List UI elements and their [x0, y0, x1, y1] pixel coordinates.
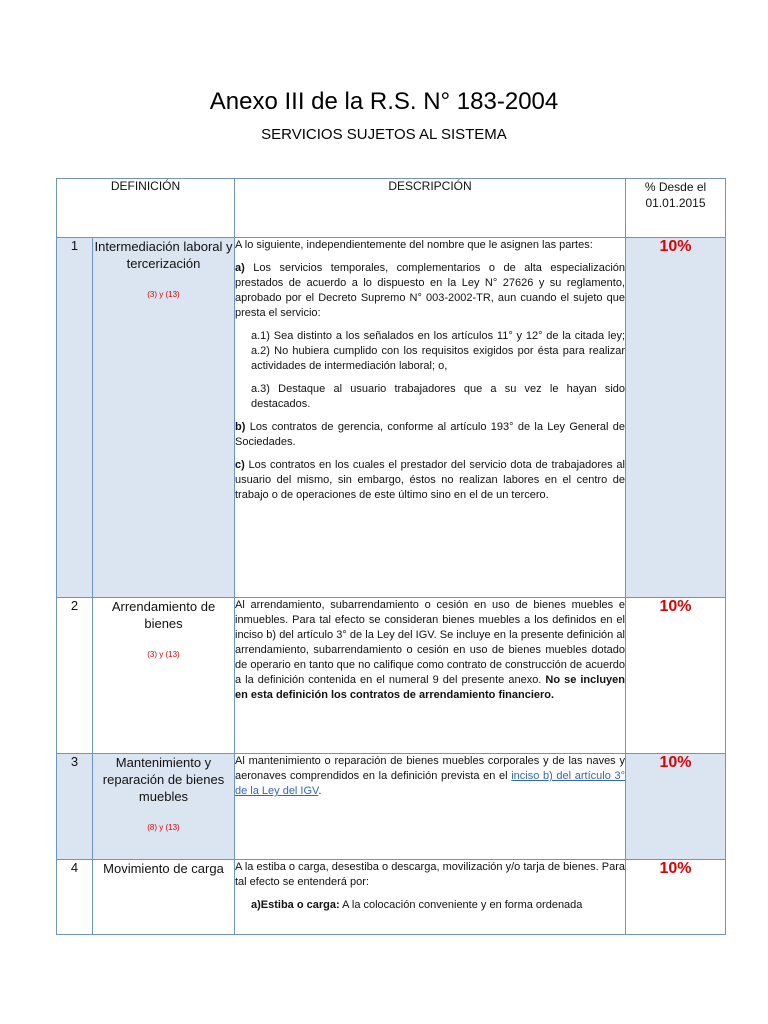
table-row [57, 238, 726, 598]
table-row [57, 598, 726, 754]
reference-note: (3) y (13) [147, 290, 180, 299]
desc-item-a [251, 898, 625, 913]
item-label: a) [235, 262, 245, 274]
definicion-text: Movimiento de carga [103, 861, 224, 876]
desc-text [235, 598, 625, 703]
desc-item-b [235, 420, 625, 450]
row-definicion [93, 754, 235, 860]
desc-item-c [235, 458, 625, 503]
row-definicion [93, 238, 235, 598]
definicion-text: Arrendamiento de bienes [111, 599, 216, 631]
desc-text [235, 754, 625, 799]
header-definicion: DEFINICIÓN [57, 179, 235, 238]
table-row [57, 754, 726, 860]
document-title: Anexo III de la R.S. N° 183-2004 [209, 88, 559, 115]
row-percentage: 10% [626, 238, 726, 598]
desc-body: Al arrendamiento, subarrendamiento o cesión en uso de bienes muebles e inmuebles. Para tal efecto se consideran bienes muebles a los definidos en el inciso b) del artículo 3° de la Ley del IGV. Se incluye en la presente definición al arrendamiento, subarrendamiento o cesión en uso de bienes muebles dotado de operario en tanto que no califique como contrato de construcción de acuerdo a la definición contenida en el numeral 9 del presente anexo. [235, 599, 625, 686]
desc-end: . [318, 785, 322, 797]
item-text: A la colocación conveniente y en forma ordenada [339, 899, 583, 911]
reference-note: (3) y (13) [147, 650, 180, 659]
row-definicion [93, 860, 235, 935]
services-table [56, 178, 726, 935]
law-link[interactable]: inciso b) del artículo 3° de la Ley del IGV [235, 770, 625, 797]
definicion-text: Mantenimiento y reparación de bienes muebles [102, 755, 225, 804]
item-text: Los contratos en los cuales el prestador del servicio dota de trabajadores al usuario del mismo, sin embargo, éstos no realizan labores en el centro de trabajo o de operaciones de este último sino en el de un tercero. [235, 459, 625, 501]
row-number: 4 [57, 860, 93, 935]
document-subtitle: SERVICIOS SUJETOS AL SISTEMA [261, 126, 507, 143]
desc-text: A la estiba o carga, desestiba o descarga, movilización y/o tarja de bienes. Para tal efecto se entenderá por: [235, 861, 625, 888]
row-percentage: 10% [626, 860, 726, 935]
row-number: 3 [57, 754, 93, 860]
desc-clip [235, 860, 625, 934]
item-text: Los contratos de gerencia, conforme al artículo 193° de la Ley General de Sociedades. [235, 421, 625, 448]
header-porcentaje [626, 179, 726, 238]
item-label: b) [235, 421, 246, 433]
row-descripcion [235, 598, 626, 754]
row-definicion [93, 598, 235, 754]
desc-bold: No se incluyen en esta definición los contratos de arrendamiento financiero. [235, 674, 625, 701]
header-pct-line1: % Desde el [644, 180, 707, 194]
desc-item-a [235, 261, 625, 321]
row-percentage: 10% [626, 598, 726, 754]
row-number: 1 [57, 238, 93, 598]
desc-item-a1: a.1) Sea distinto a los señalados en los artículos 11° y 12° de la citada ley; a.2) No hubiera cumplido con los requisitos exigidos por ésta para realizar actividades de intermediación laboral; o, [251, 330, 625, 372]
row-number: 2 [57, 598, 93, 754]
header-descripcion: DESCRIPCIÓN [235, 179, 626, 238]
reference-note: (8) y (13) [147, 823, 180, 832]
desc-item-a3: a.3) Destaque al usuario trabajadores que a su vez le hayan sido destacados. [251, 383, 625, 410]
item-text: Los servicios temporales, complementarios o de alta especialización prestados de acuerdo a lo dispuesto en la Ley N° 27626 y su reglamento, aprobado por el Decreto Supremo N° 003-2002-TR, aun cuando el sujeto que presta el servicio: [235, 262, 625, 319]
definicion-text: Intermediación laboral y tercerización [94, 239, 233, 271]
desc-body: Al mantenimiento o reparación de bienes muebles corporales y de las naves y aeronaves comprendidos en la definición prevista en el [235, 755, 625, 782]
item-label: c) [235, 459, 245, 471]
row-descripcion [235, 238, 626, 598]
desc-intro: A lo siguiente, independientemente del nombre que le asignen las partes: [235, 239, 593, 251]
table-row [57, 860, 726, 935]
row-percentage: 10% [626, 754, 726, 860]
table-header-row [57, 179, 726, 238]
row-descripcion [235, 860, 626, 935]
header-pct-line2: 01.01.2015 [645, 196, 706, 210]
row-descripcion [235, 754, 626, 860]
item-label: a)Estiba o carga: [251, 899, 340, 911]
